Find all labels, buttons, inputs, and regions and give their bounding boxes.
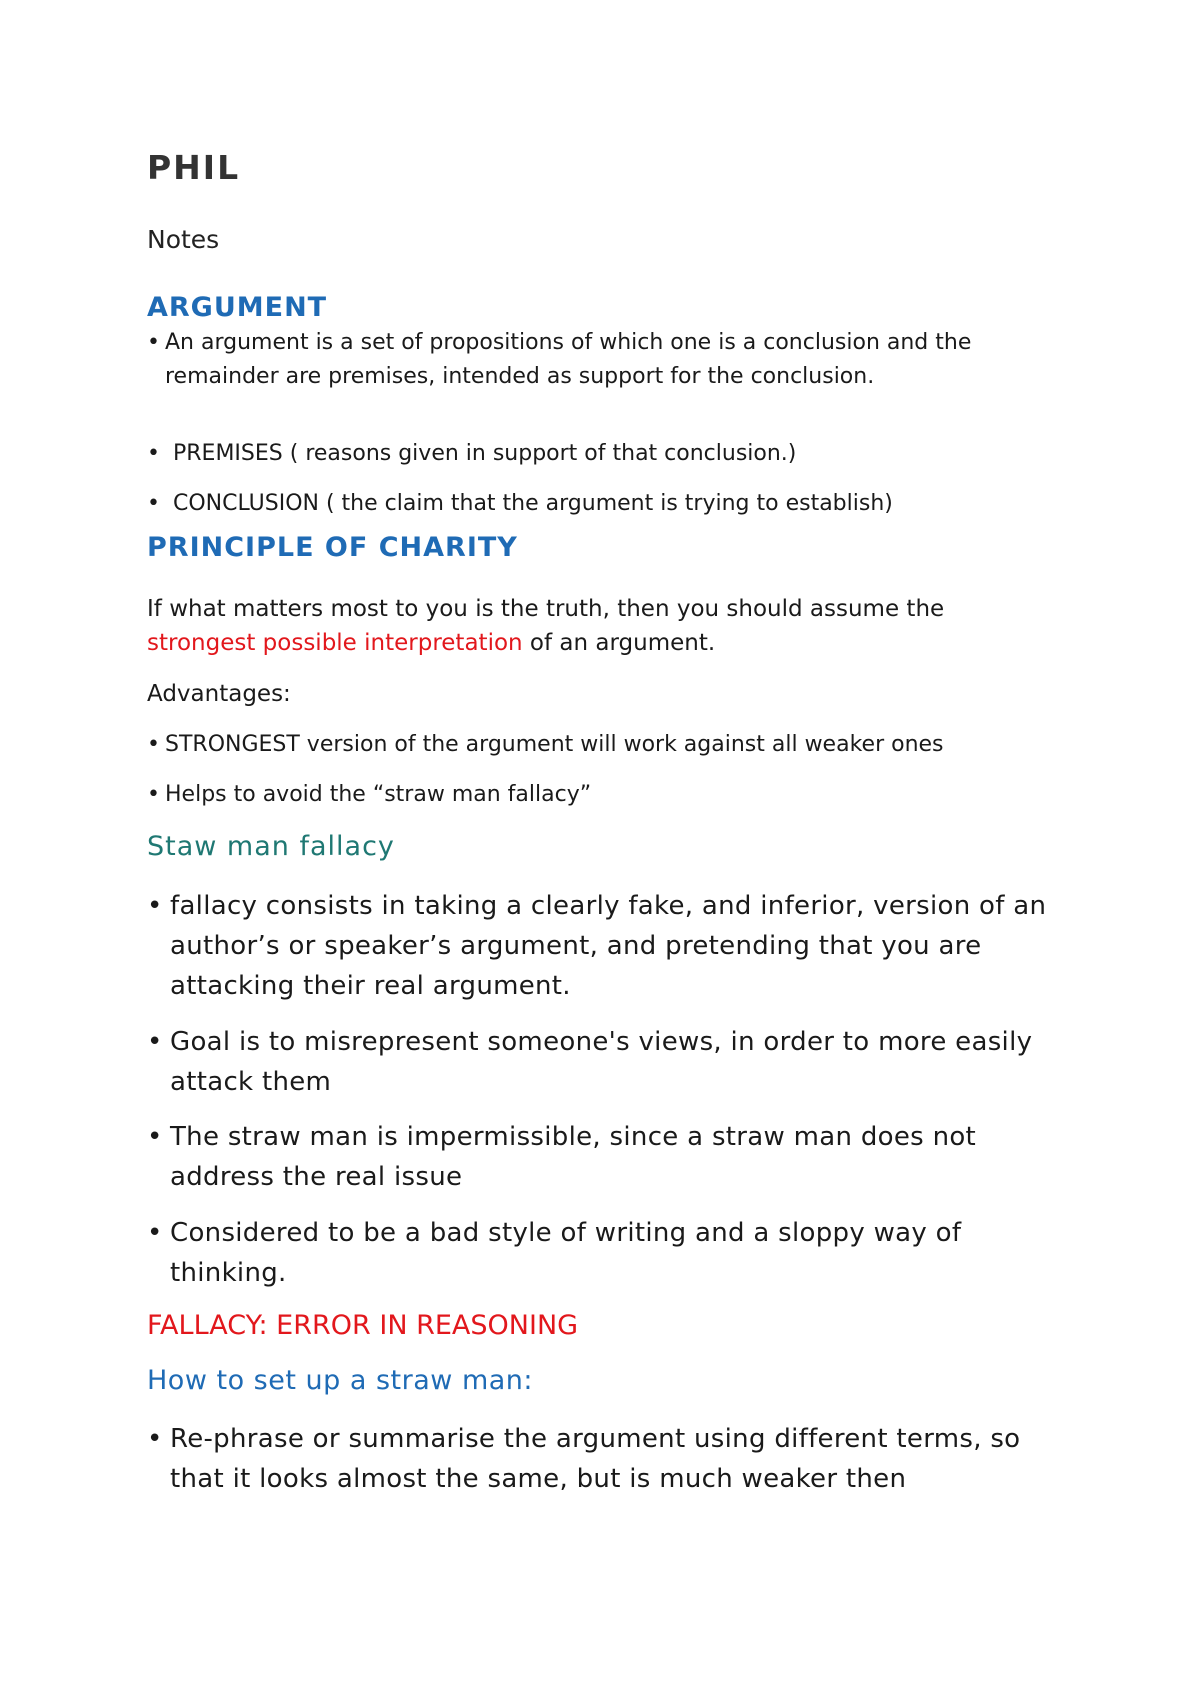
argument-bullet [147, 487, 1077, 521]
premises-definition: PREMISES ( reasons given in support of that conclusion.) [173, 441, 797, 466]
bullet-glyph: • [147, 1122, 163, 1152]
bullet-glyph: • [147, 891, 163, 921]
advantage-item [147, 728, 1077, 762]
charity-heading: PRINCIPLE OF CHARITY [147, 532, 518, 563]
advantage-item [147, 778, 1077, 812]
advantages-label: Advantages: [147, 681, 291, 707]
setup-heading: How to set up a straw man: [147, 1365, 534, 1396]
straw-man-bullet [147, 1117, 1077, 1197]
straw-man-text: The straw man is impermissible, since a straw man does not address the real issue [170, 1122, 977, 1192]
charity-intro [147, 592, 1067, 660]
argument-bullet [147, 326, 1077, 394]
argument-bullet [147, 437, 1077, 471]
bullet-glyph: • [147, 330, 160, 355]
bullet-glyph: • [147, 491, 160, 516]
page-title: PHIL [147, 148, 241, 187]
bullet-glyph: • [147, 1424, 163, 1454]
conclusion-definition: CONCLUSION ( the claim that the argument is trying to establish) [173, 491, 893, 516]
argument-heading: ARGUMENT [147, 292, 328, 323]
bullet-glyph: • [147, 732, 160, 757]
argument-definition: An argument is a set of propositions of which one is a conclusion and the remainder are premises, intended as support for the conclusion. [165, 330, 972, 389]
straw-man-heading: Staw man fallacy [147, 831, 395, 862]
bullet-glyph: • [147, 782, 160, 807]
setup-bullet [147, 1419, 1077, 1499]
charity-intro-start: If what matters most to you is the truth, then you should assume the [147, 596, 945, 622]
page-subtitle: Notes [147, 225, 220, 254]
advantage-text: STRONGEST version of the argument will work against all weaker ones [165, 732, 944, 757]
straw-man-text: fallacy consists in taking a clearly fake, and inferior, version of an author’s or speaker’s argument, and pretending that you are attacking their real argument. [170, 891, 1047, 1001]
bullet-glyph: • [147, 1218, 163, 1248]
straw-man-bullet [147, 1213, 1077, 1293]
straw-man-bullet [147, 1022, 1077, 1102]
bullet-glyph: • [147, 1027, 163, 1057]
fallacy-heading: FALLACY: ERROR IN REASONING [147, 1310, 579, 1341]
straw-man-text: Considered to be a bad style of writing and a sloppy way of thinking. [170, 1218, 962, 1288]
straw-man-text: Goal is to misrepresent someone's views, in order to more easily attack them [170, 1027, 1033, 1097]
setup-text: Re-phrase or summarise the argument using different terms, so that it looks almost the same, but is much weaker then [170, 1424, 1021, 1494]
charity-highlight: strongest possible interpretation [147, 630, 523, 656]
bullet-glyph: • [147, 441, 160, 466]
advantage-text: Helps to avoid the “straw man fallacy” [165, 782, 592, 807]
charity-intro-end: of an argument. [522, 630, 716, 656]
straw-man-bullet [147, 886, 1077, 1006]
